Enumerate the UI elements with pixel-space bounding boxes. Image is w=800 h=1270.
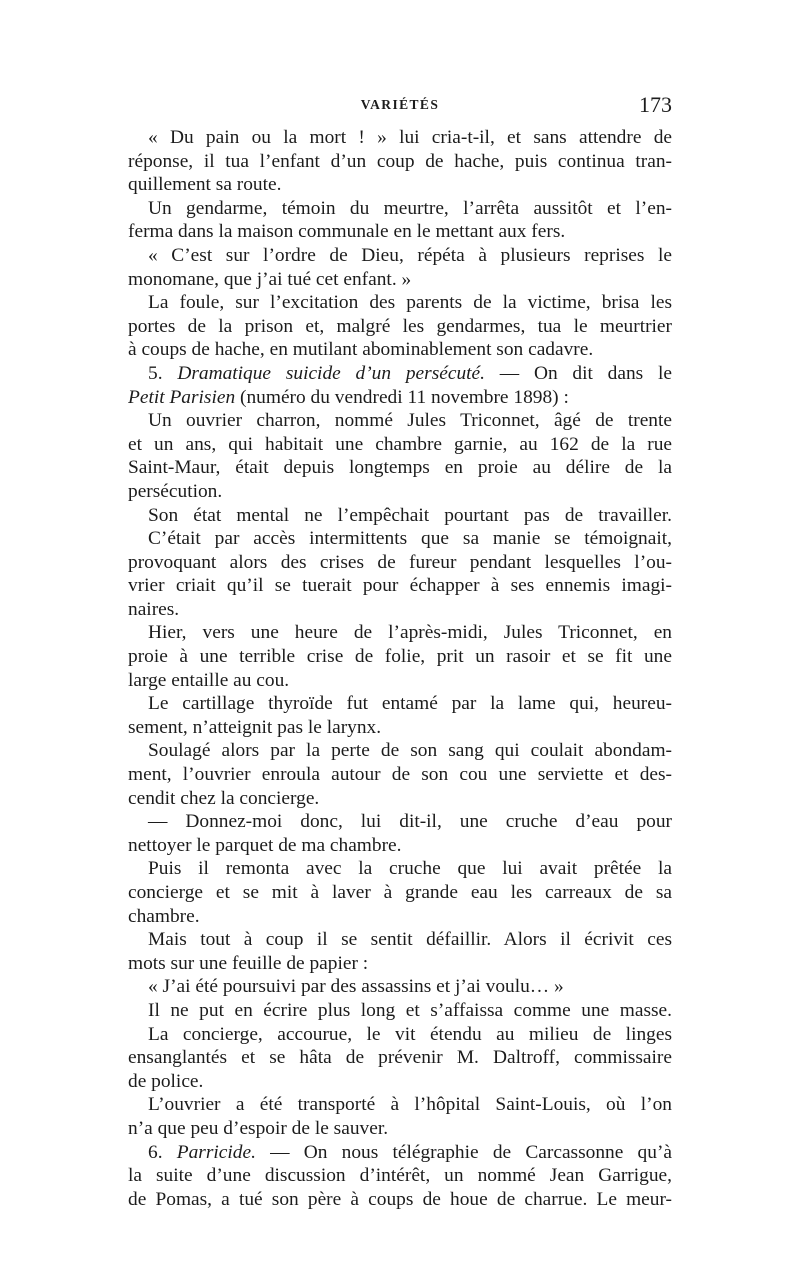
text-line: Il ne put en écrire plus long et s’affaissa comme une masse.	[148, 999, 672, 1021]
text-line: ment, l’ouvrier enroula autour de son cou une serviette et des-	[128, 764, 672, 786]
text-line: mots sur une feuille de papier :	[128, 952, 369, 974]
text-line: « Du pain ou la mort ! » lui cria-t-il, et sans attendre de	[148, 127, 672, 148]
body-text	[128, 126, 672, 1211]
running-title: VARIÉTÉS	[360, 97, 440, 112]
text-line: provoquant alors des crises de fureur pendant lesquelles l’ou-	[128, 551, 672, 573]
text-line: large entaille au cou.	[128, 669, 290, 691]
text-line: proie à une terrible crise de folie, prit un rasoir et se fit une	[128, 646, 672, 668]
text-line: naires.	[128, 598, 180, 620]
italic-title: Dramatique suicide d’un persécuté.	[177, 362, 485, 384]
text-line	[128, 386, 672, 410]
text-line: sement, n’atteignit pas le larynx.	[128, 716, 382, 738]
section-number: 6.	[148, 1141, 177, 1163]
text-line: Un gendarme, témoin du meurtre, l’arrêta aussitôt et l’en-	[148, 197, 672, 219]
line-continuation: — On dit dans le	[485, 362, 672, 384]
text-line: Soulagé alors par la perte de son sang qui coulait abondam-	[148, 740, 672, 762]
text-line: chambre.	[128, 905, 200, 927]
text-line: C’était par accès intermittents que sa manie se témoignait,	[148, 528, 672, 550]
text-line: portes de la prison et, malgré les gendarmes, tua le meurtrier	[128, 315, 672, 337]
text-line: « C’est sur l’ordre de Dieu, répéta à plusieurs reprises le	[148, 244, 672, 266]
text-line: Hier, vers une heure de l’après-midi, Jules Triconnet, en	[148, 622, 672, 644]
text-line: concierge et se mit à laver à grande eau les carreaux de sa	[128, 882, 672, 903]
text-line: Saint-Maur, était depuis longtemps en proie au délire de la	[128, 457, 672, 479]
text-line: La foule, sur l’excitation des parents de la victime, brisa les	[148, 292, 672, 314]
text-line: nettoyer le parquet de ma chambre.	[128, 834, 402, 856]
section-number: 5.	[148, 362, 178, 384]
text-line: Mais tout à coup il se sentit défaillir. Alors il écrivit ces	[148, 929, 672, 951]
text-line: Son état mental ne l’empêchait pourtant pas de travailler.	[148, 504, 672, 526]
text-line: et un ans, qui habitait une chambre garnie, au 162 de la rue	[128, 433, 672, 455]
text-line: vrier criait qu’il se tuerait pour échapper à ses ennemis imagi-	[128, 575, 672, 597]
text-line: monomane, que j’ai tué cet enfant. »	[128, 268, 412, 290]
text-line: L’ouvrier a été transporté à l’hôpital Saint-Louis, où l’on	[148, 1094, 672, 1116]
text-line: ferma dans la maison communale en le mettant aux fers.	[128, 221, 566, 243]
text-line: réponse, il tua l’enfant d’un coup de hache, puis continua tran-	[128, 150, 672, 172]
text-line: persécution.	[128, 480, 223, 502]
text-line: à coups de hache, en mutilant abominablement son cadavre.	[128, 339, 594, 361]
text-line: « J’ai été poursuivi par des assassins et j’ai voulu… »	[148, 976, 564, 998]
text-line: Puis il remonta avec la cruche que lui avait prêtée la	[148, 858, 672, 880]
italic-title: Petit Parisien	[128, 386, 236, 408]
italic-title: Parricide.	[176, 1141, 256, 1163]
text-line: cendit chez la concierge.	[128, 787, 320, 809]
page-header	[128, 92, 672, 120]
page-number: 173	[639, 92, 672, 117]
text-line: — Donnez-moi donc, lui dit-il, une cruche d’eau pour	[148, 811, 672, 833]
line-continuation: (numéro du vendredi 11 novembre 1898) :	[235, 386, 569, 408]
text-line: quillement sa route.	[128, 174, 282, 196]
text-line	[128, 1141, 672, 1165]
text-line: n’a que peu d’espoir de le sauver.	[128, 1117, 389, 1139]
text-line: Le cartillage thyroïde fut entamé par la lame qui, heureu-	[148, 693, 672, 715]
text-line: Un ouvrier charron, nommé Jules Triconnet, âgé de trente	[148, 410, 672, 432]
text-line: la suite d’une discussion d’intérêt, un nommé Jean Garrigue,	[128, 1165, 672, 1187]
text-line: de Pomas, a tué son père à coups de houe de charrue. Le meur-	[128, 1188, 672, 1210]
line-continuation: — On nous télégraphie de Carcassonne qu’à	[255, 1141, 672, 1163]
text-line: La concierge, accourue, le vit étendu au milieu de linges	[148, 1023, 672, 1045]
text-line: ensanglantés et se hâta de prévenir M. Daltroff, commissaire	[128, 1047, 672, 1069]
text-line	[128, 362, 672, 386]
text-line: de police.	[128, 1070, 204, 1092]
